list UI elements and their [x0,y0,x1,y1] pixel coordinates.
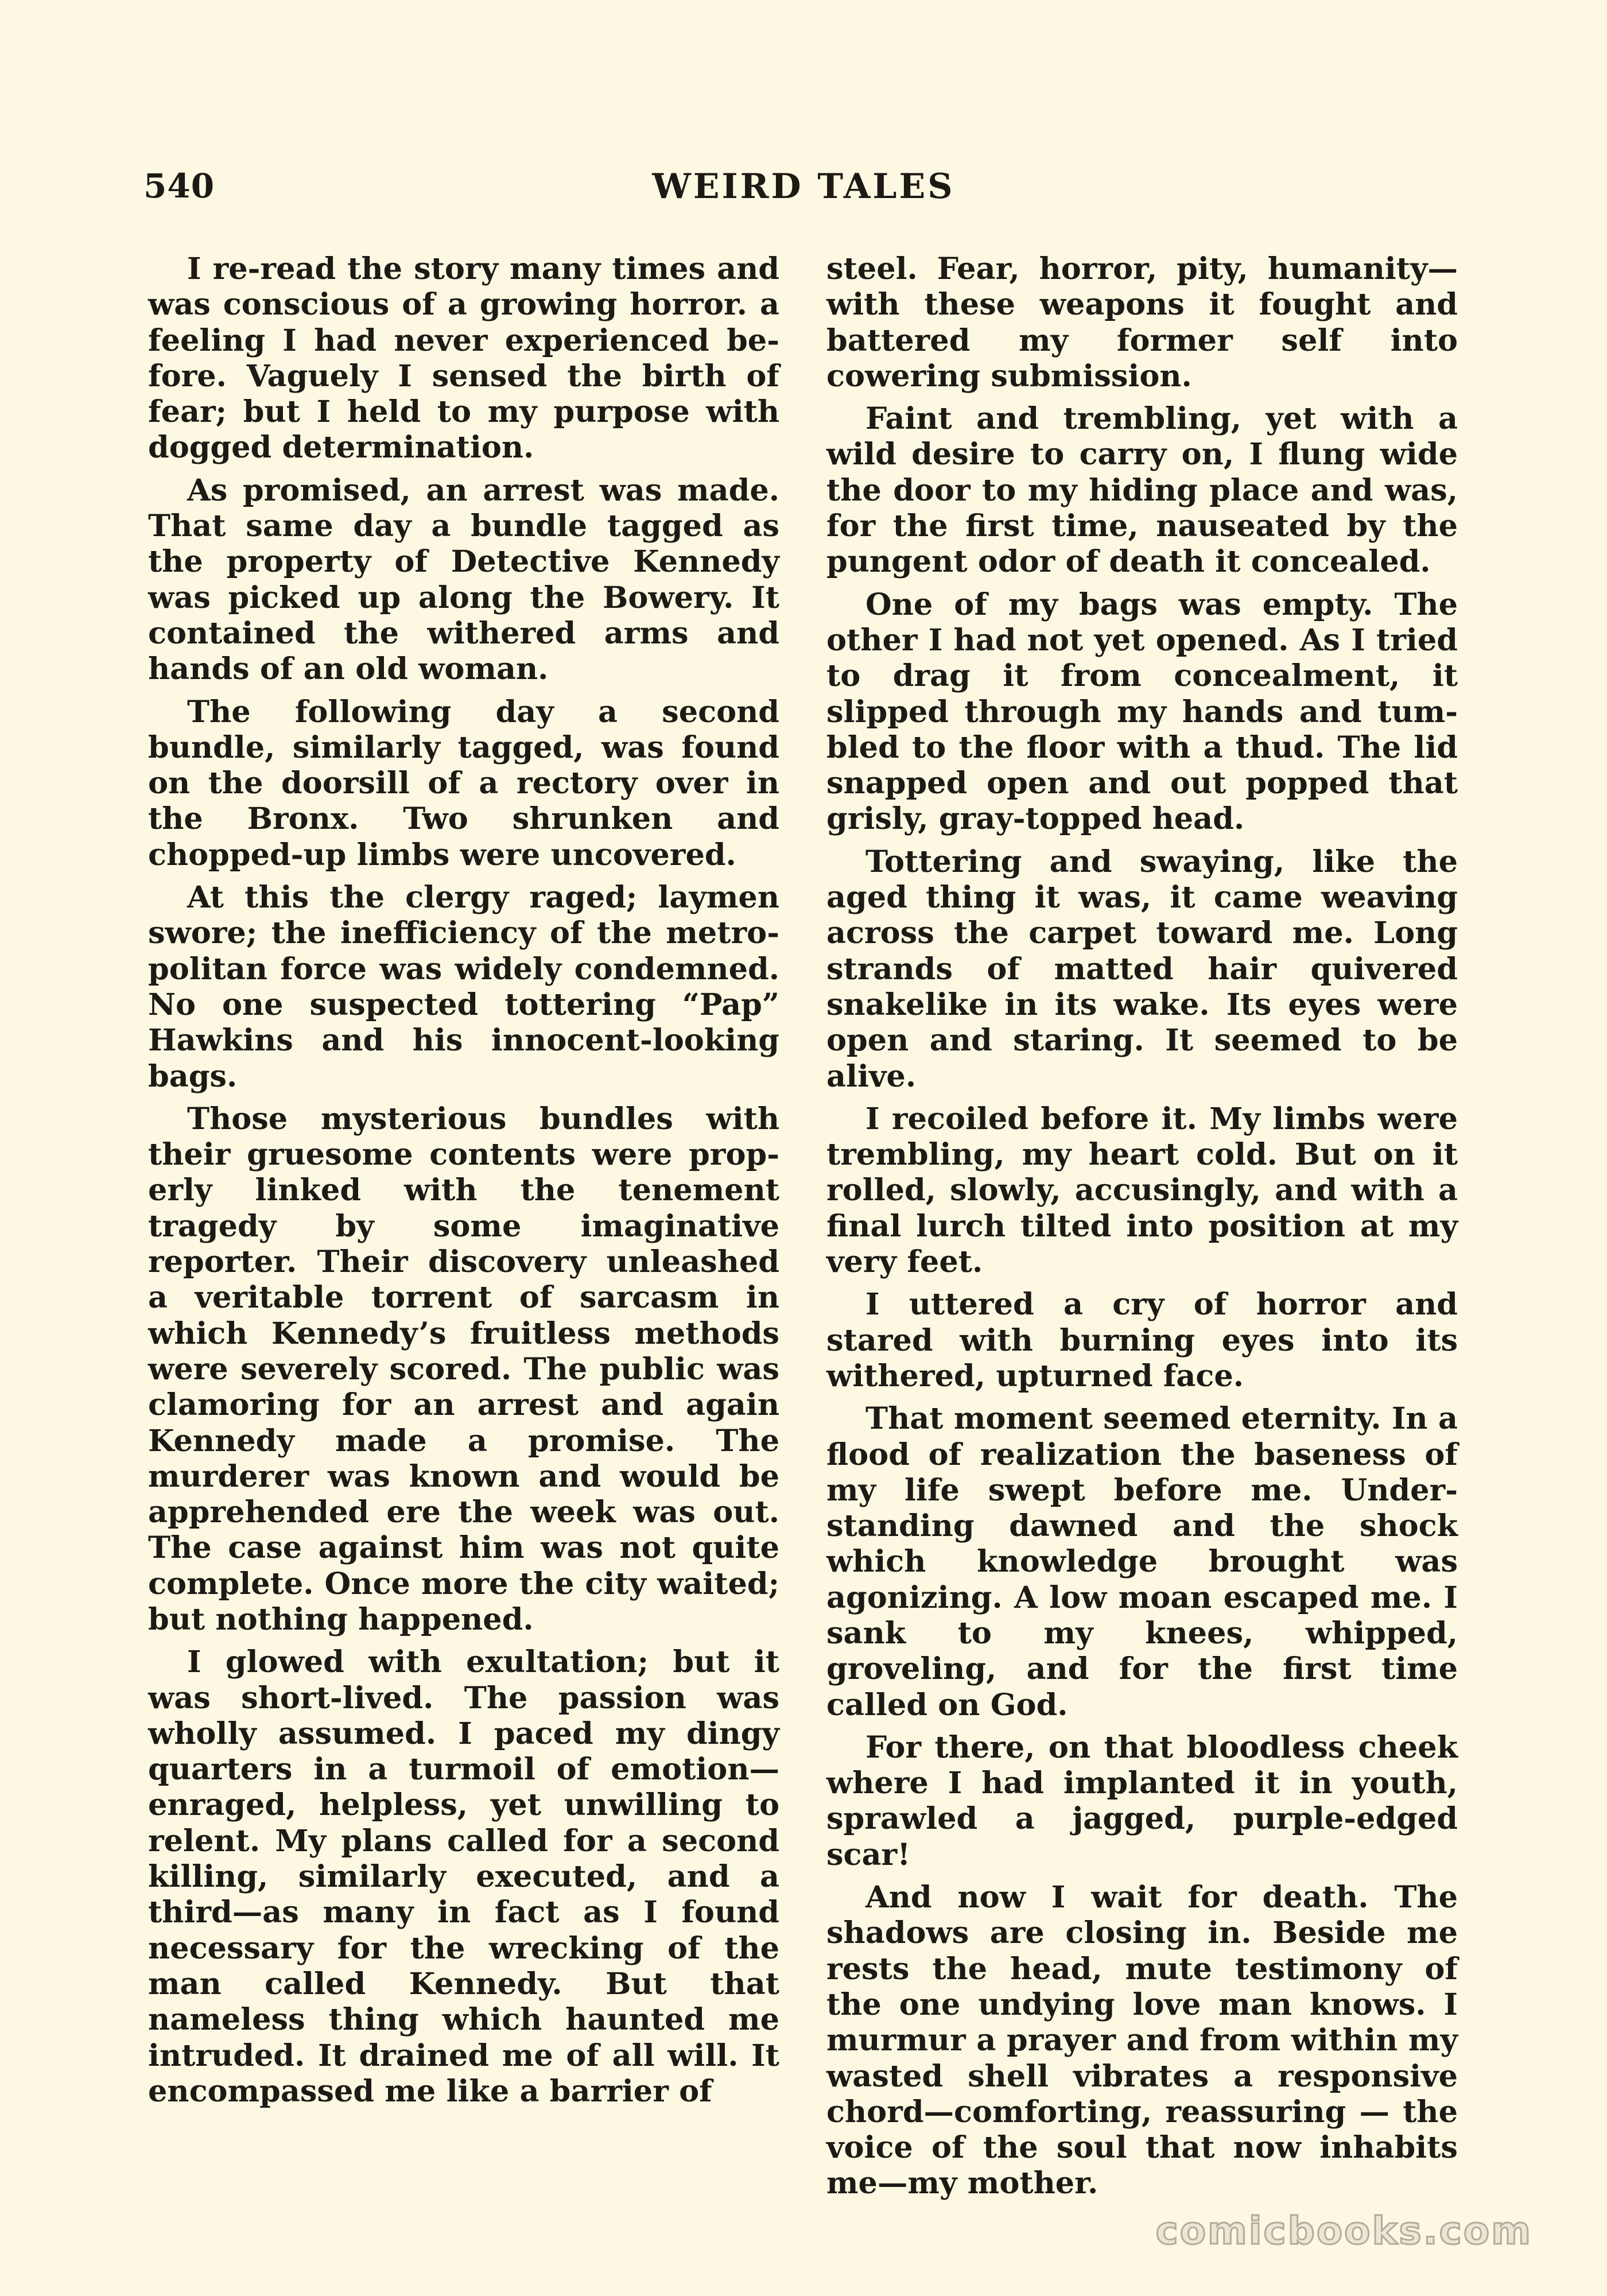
paragraph: Faint and trembling, yet with a wild desire to carry on, I flung wide the door to my hiding place and was, for the first time, nauseated by the pungent odor of death it concealed. [826,401,1458,580]
page-number: 540 [143,166,215,205]
paragraph: Tottering and swaying, like the aged thing it was, it came weaving across the carpet toward me. Long strands of matted hair quivered snakelike in its wake. Its eyes were open and staring. It seemed to be alive. [826,844,1458,1094]
running-title: WEIRD TALES [652,166,955,207]
right-column [826,251,1458,2209]
paragraph: One of my bags was empty. The other I had not yet opened. As I tried to drag it from concealment, it slipped through my hands and tumbled to the floor with a thud. The lid snapped open and out popped that grisly, gray-topped head. [826,587,1458,837]
paragraph: That moment seemed eternity. In a flood of realization the baseness of my life swept before me. Understanding dawned and the shock which knowledge brought was agonizing. A low moan escaped me. I sank to my knees, whipped, groveling, and for the first time called on God. [826,1401,1458,1723]
paragraph: For there, on that bloodless cheek where I had implanted it in youth, sprawled a jagged, purple-edged scar! [826,1729,1458,1872]
paragraph: I uttered a cry of horror and stared with burning eyes into its withered, upturned face. [826,1287,1458,1394]
paragraph: The following day a second bundle, similarly tagged, was found on the doorsill of a rectory over in the Bronx. Two shrunken and chopped-up limbs were uncovered. [148,694,779,872]
paragraph: I re-read the story many times and was conscious of a growing horror. a feeling I had never experienced before. Vaguely I sensed the birth of fear; but I held to my purpose with dogged determination. [148,251,779,466]
paragraph: I glowed with exultation; but it was short-lived. The passion was wholly assumed. I paced my dingy quarters in a turmoil of emotion—enraged, helpless, yet unwilling to relent. My plans called for a second killing, similarly executed, and a third—as many in fact as I found necessary for the wrecking of the man called Kennedy. But that nameless thing which haunted me intruded. It drained me of all will. It encompassed me like a barrier of [148,1645,779,2109]
paragraph-continued: steel. Fear, horror, pity, humanity—with these weapons it fought and battered my former self into cowering submission. [826,251,1458,394]
paragraph: I recoiled before it. My limbs were trembling, my heart cold. But on it rolled, slowly, accusingly, and with a final lurch tilted into position at my very feet. [826,1101,1458,1280]
paragraph: As promised, an arrest was made. That same day a bundle tagged as the property of Detective Kennedy was picked up along the Bowery. It contained the withered arms and hands of an old woman. [148,472,779,687]
paragraph: At this the clergy raged; laymen swore; the inefficiency of the metropolitan force was widely condemned. No one suspected tottering “Pap” Hawkins and his innocent-looking bags. [148,880,779,1094]
paragraph: And now I wait for death. The shadows are closing in. Beside me rests the head, mute testimony of the one undying love man knows. I murmur a prayer and from within my wasted shell vibrates a responsive chord—comforting, reassuring — the voice of the soul that now inhabits me—my mother. [826,1880,1458,2201]
paragraph: Those mysterious bundles with their gruesome contents were properly linked with the tenement tragedy by some imaginative reporter. Their discovery unleashed a veritable torrent of sarcasm in which Kennedy’s fruitless methods were severely scored. The public was clamoring for an arrest and again Kennedy made a promise. The murderer was known and would be apprehended ere the week was out. The case against him was not quite complete. Once more the city waited; but nothing happened. [148,1101,779,1637]
left-column [148,251,779,2116]
watermark-logo: comicbooks.com [1155,2209,1532,2253]
